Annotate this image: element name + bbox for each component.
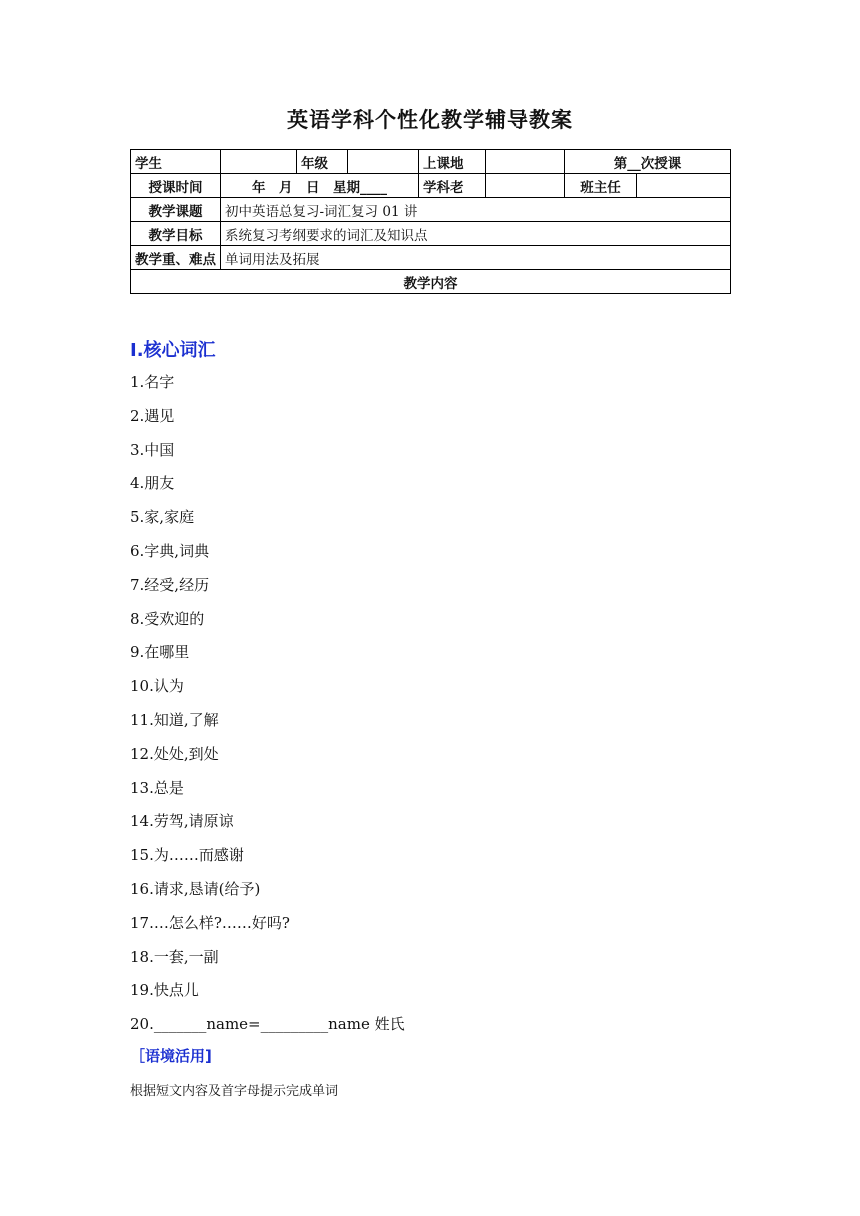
list-item: 4.朋友 — [130, 474, 175, 493]
info-row-5 — [131, 246, 731, 270]
homeroom-label: 班主任 — [565, 174, 637, 198]
info-row-3 — [131, 198, 731, 222]
list-item: 2.遇见 — [130, 406, 175, 425]
list-item: 8.受欢迎的 — [130, 609, 205, 628]
list-item: 5.家,家庭 — [130, 508, 195, 527]
list-item: 1.名字 — [130, 373, 175, 391]
list-item: 6.字典,词典 — [130, 541, 210, 560]
goal-value: 系统复习考纲要求的词汇及知识点 — [221, 222, 731, 246]
list-item: 14.劳驾,请原谅 — [130, 812, 234, 831]
list-item: 12.处处,到处 — [130, 744, 219, 763]
content-label: 教学内容 — [131, 270, 731, 294]
info-row-4 — [131, 222, 731, 246]
teacher-label: 学科老 — [419, 174, 486, 198]
list-item: 16.请求,恳请(给予) — [130, 879, 261, 898]
lesson-info-table — [130, 149, 731, 294]
vocab-list — [130, 366, 405, 1042]
goal-label: 教学目标 — [131, 222, 221, 246]
time-value: 年 月 日 星期____ — [221, 174, 419, 198]
location-label: 上课地 — [419, 150, 486, 174]
list-item: 10.认为 — [130, 677, 184, 696]
list-item: 3.中国 — [130, 440, 175, 459]
list-item: 19.快点儿 — [130, 981, 199, 1000]
sub-heading: ［语境活用] — [130, 1047, 212, 1065]
list-item: 20._______name=_________name 姓氏 — [130, 1015, 405, 1034]
student-label: 学生 — [131, 150, 221, 174]
info-row-2 — [131, 174, 731, 198]
list-item: 17.…怎么样?……好吗? — [130, 913, 290, 932]
list-item: 13.总是 — [130, 778, 184, 797]
teacher-value — [486, 174, 565, 198]
instruction-text: 根据短文内容及首字母提示完成单词 — [130, 1084, 339, 1099]
list-item: 11.知道,了解 — [130, 710, 219, 729]
list-item: 7.经受,经历 — [130, 575, 210, 594]
section-heading: I.核心词汇 — [130, 340, 216, 361]
grade-value — [348, 150, 419, 174]
page-title: 英语学科个性化教学辅导教案 — [287, 108, 573, 132]
list-item: 18.一套,一副 — [130, 947, 219, 966]
time-label: 授课时间 — [131, 174, 221, 198]
info-row-1 — [131, 150, 731, 174]
grade-label: 年级 — [297, 150, 348, 174]
focus-value: 单词用法及拓展 — [221, 246, 731, 270]
student-value — [221, 150, 297, 174]
list-item: 9.在哪里 — [130, 643, 190, 662]
session-label: 第__次授课 — [565, 150, 731, 174]
location-value — [486, 150, 565, 174]
homeroom-value — [637, 174, 731, 198]
focus-label: 教学重、难点 — [131, 246, 221, 270]
topic-label: 教学课题 — [131, 198, 221, 222]
info-row-6 — [131, 270, 731, 294]
list-item: 15.为……而感谢 — [130, 846, 244, 865]
topic-value: 初中英语总复习-词汇复习 01 讲 — [221, 198, 731, 222]
